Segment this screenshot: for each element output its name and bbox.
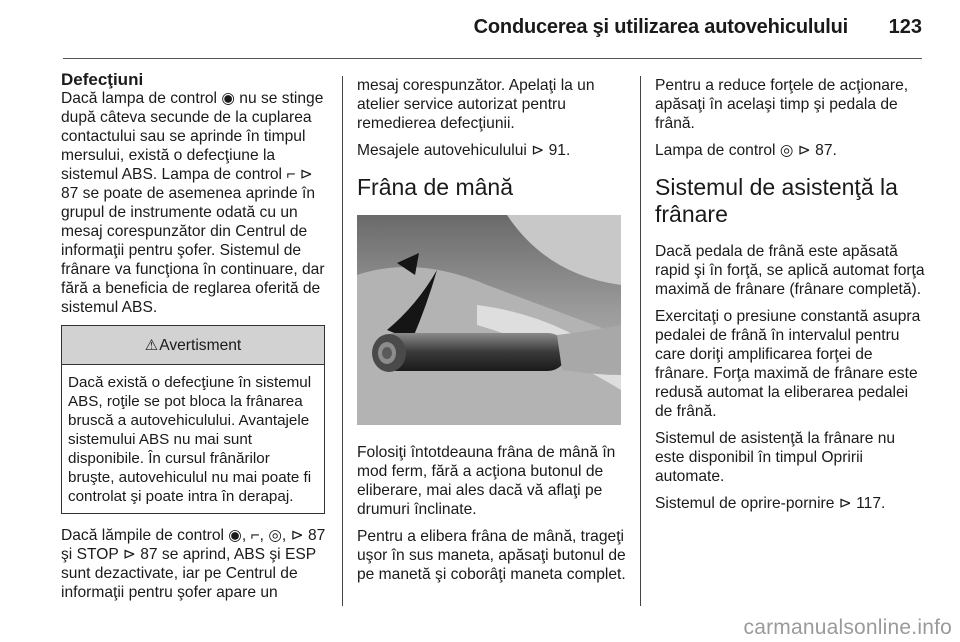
page-number: 123 [888,16,922,38]
watermark: carmanualsonline.info [743,616,952,639]
abs-defect-paragraph: Dacă lampa de control ◉ nu se stinge după câteva secunde de la cuplarea contactului sau se aprinde în timpul mersului, există o defecţiune la sistemul ABS. Lampa de control ⌐ ⊳ 87 se poate de asemenea aprinde în grupul de instrumente odată cu un mesaj corespunzător din Centrul de informaţii pentru şofer. Sistemul de frânare va funcţiona în continuare, dar fără a beneficia de reglarea oferită de sistemul ABS. [61,90,325,316]
workshop-paragraph: mesaj corespunzător. Apelaţi la un atelier service autorizat pentru remedierea defecţiunii. [357,77,595,132]
column-divider-2 [640,76,641,606]
warning-triangle-icon: ⚠ [144,336,159,354]
warning-header [62,326,324,365]
column-3 [655,76,925,521]
header-divider [63,58,922,59]
control-lamp-ref: Lampa de control ◎ ⊳ 87. [655,142,837,159]
column-2 [357,76,627,592]
parking-brake-use-paragraph: Folosiţi întotdeauna frâna de mână în mod ferm, fără a acţiona butonul de eliberare, mai ales dacă vă aflaţi pe drumuri înclinate. [357,444,616,518]
warning-box [61,325,325,514]
parking-brake-photo [357,215,621,425]
brake-assist-heading: Sistemul de asistenţă la frânare [655,174,898,227]
column-divider-1 [342,76,343,606]
brake-assist-paragraph-2: Exercitaţi o presiune constantă asupra pedalei de frână în intervalul pentru care doriţi amplificarea forţei de frânare. Forţa maximă de frânare este redusă automat la eliberarea pedalei de frână. [655,308,921,420]
control-lamps-paragraph: Dacă lămpile de control ◉, ⌐, ◎, ⊳ 87 şi STOP ⊳ 87 se aprind, ABS şi ESP sunt dezactivate, iar pe Centrul de informaţii pentru şofer apare un [61,527,326,601]
defects-heading: Defecţiuni [61,70,144,89]
page-header-title: Conducerea şi utilizarea autovehiculului [473,16,848,38]
column-1 [61,70,327,602]
brake-assist-paragraph-1: Dacă pedala de frână este apăsată rapid şi în forţă, se aplică automat forţa maximă de frânare (frânare completă). [655,243,925,298]
warning-title: Avertisment [159,336,242,354]
vehicle-messages-ref: Mesajele autovehiculului ⊳ 91. [357,142,571,159]
brake-assist-paragraph-3: Sistemul de asistenţă la frânare nu este disponibil în timpul Opririi automate. [655,430,896,485]
warning-text: Dacă există o defecţiune în sistemul ABS, roţile se pot bloca la frânarea bruscă a autovehiculului. Avantajele sistemului ABS nu mai sunt disponibile. În cursul frânărilor bruşte, autovehiculul nu mai poate fi controlat şi poate intra în derapaj. [68,374,312,505]
parking-brake-heading: Frâna de mână [357,174,513,200]
parking-brake-release-paragraph: Pentru a elibera frâna de mână, trageţi uşor în sus maneta, apăsaţi butonul de pe manetă şi coborâţi maneta complet. [357,528,626,583]
reduce-force-paragraph: Pentru a reduce forţele de acţionare, apăsaţi în acelaşi timp şi pedala de frână. [655,77,909,132]
stop-start-ref: Sistemul de oprire-pornire ⊳ 117. [655,495,886,512]
